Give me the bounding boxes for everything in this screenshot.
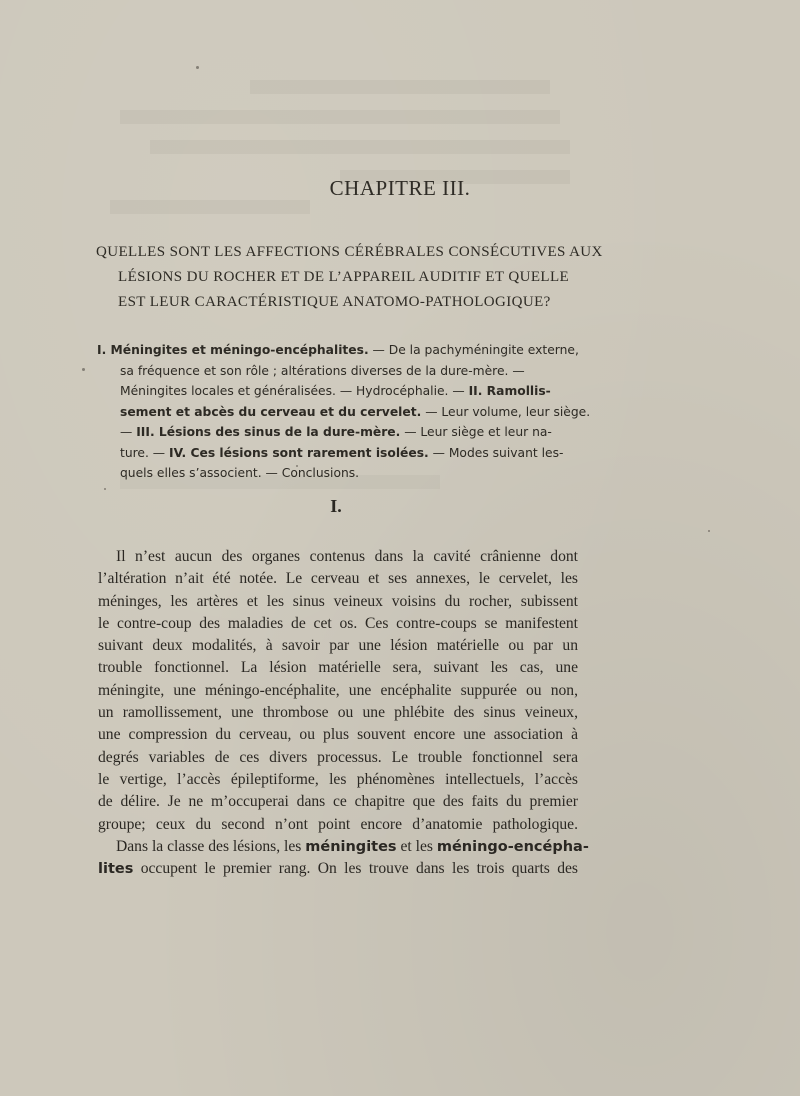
body-bold-term: méningites	[305, 838, 397, 855]
chapter-title: CHAPITRE III.	[329, 176, 471, 200]
show-through-shadow	[110, 200, 310, 214]
summary-bold-topic: sement et abcès du cerveau et du cervelet.	[120, 404, 422, 419]
body-line: degrés variables de ces divers processus. Le trouble fonctionnel sera	[98, 748, 578, 766]
body-text: et les	[396, 837, 437, 855]
chapter-heading	[96, 240, 603, 315]
summary-text: — Modes suivant les-	[428, 445, 564, 460]
body-text: Dans la classe des lésions, les	[116, 837, 306, 855]
summary-text: — De la pachyméningite externe,	[368, 343, 579, 357]
body-paragraphs	[98, 546, 589, 880]
body-line: méningite, une méningo-encéphalite, une encéphalite suppurée ou non,	[98, 681, 578, 699]
summary-line	[97, 422, 583, 443]
body-line: le vertige, l’accès épileptiforme, les phénomènes intellectuels, l’accès	[98, 770, 578, 788]
chapter-heading-line: LÉSIONS DU ROCHER ET DE L’APPAREIL AUDITIF ET QUELLE	[118, 269, 570, 285]
paper-speck	[296, 465, 298, 467]
body-bold-term: lites	[98, 861, 134, 878]
summary-line	[97, 402, 591, 423]
body-line: l’altération n’ait été notée. Le cerveau et ses annexes, le cervelet, les	[98, 570, 578, 588]
body-bold-term: méningo-encépha-	[436, 838, 589, 855]
summary-line	[97, 381, 583, 402]
summary-text: quels elles s’associent. — Conclusions.	[120, 466, 360, 480]
chapter-summary	[97, 340, 591, 484]
paper-speck	[196, 66, 199, 69]
summary-text: —	[120, 425, 137, 439]
summary-line	[97, 463, 583, 484]
summary-text: ture. —	[120, 445, 169, 460]
summary-text: sa fréquence et son rôle ; altérations diverses de la dure-mère. —	[120, 363, 525, 378]
chapter-heading-line: EST LEUR CARACTÉRISTIQUE ANATOMO-PATHOLOGIQUE?	[118, 294, 551, 310]
body-line: le contre-coup des maladies de cet os. Ces contre-coups se manifestent	[98, 614, 578, 632]
summary-line	[97, 340, 583, 361]
body-line: de délire. Je ne m’occuperai dans ce chapitre que des faits du premier	[98, 793, 578, 811]
summary-text: — Leur siège et leur na-	[400, 425, 552, 439]
summary-bold-topic: III. Lésions des sinus de la dure-mère.	[136, 425, 401, 439]
summary-bold-topic: I. Méningites et méningo-encéphalites.	[97, 343, 369, 357]
summary-text: Méningites locales et généralisées. — Hydrocéphalie. —	[120, 384, 469, 398]
summary-text: — Leur volume, leur siège.	[421, 404, 591, 419]
summary-line	[97, 443, 583, 464]
summary-line	[97, 361, 583, 382]
paper-speck	[82, 368, 85, 371]
body-text: occupent le premier rang. On les trouve dans les trois quarts des	[133, 860, 578, 878]
paper-speck	[708, 530, 710, 532]
body-line: méninges, les artères et les sinus veineux voisins du rocher, subissent	[98, 592, 578, 610]
section-number: I.	[330, 496, 342, 516]
summary-bold-topic: II. Ramollis-	[468, 384, 551, 398]
show-through-shadow	[150, 140, 570, 154]
chapter-heading-line: QUELLES SONT LES AFFECTIONS CÉRÉBRALES CONSÉCUTIVES AUX	[96, 244, 603, 260]
body-line	[98, 858, 578, 880]
show-through-shadow	[120, 110, 560, 124]
summary-bold-topic: IV. Ces lésions sont rarement isolées.	[169, 445, 429, 460]
body-line	[98, 836, 589, 858]
body-line: groupe; ceux du second n’ont point encore d’anatomie pathologique.	[98, 815, 578, 833]
body-line: Il n’est aucun des organes contenus dans la cavité crânienne dont	[116, 548, 578, 565]
paper-speck	[104, 488, 106, 490]
show-through-shadow	[250, 80, 550, 94]
body-line: un ramollissement, une thrombose ou une phlébite des sinus veineux,	[98, 704, 578, 722]
body-line: une compression du cerveau, ou plus souvent encore une association à	[98, 726, 578, 744]
body-line: suivant deux modalités, à savoir par une lésion matérielle ou par un	[98, 637, 578, 655]
body-line: trouble fonctionnel. La lésion matérielle sera, suivant les cas, une	[98, 659, 578, 677]
